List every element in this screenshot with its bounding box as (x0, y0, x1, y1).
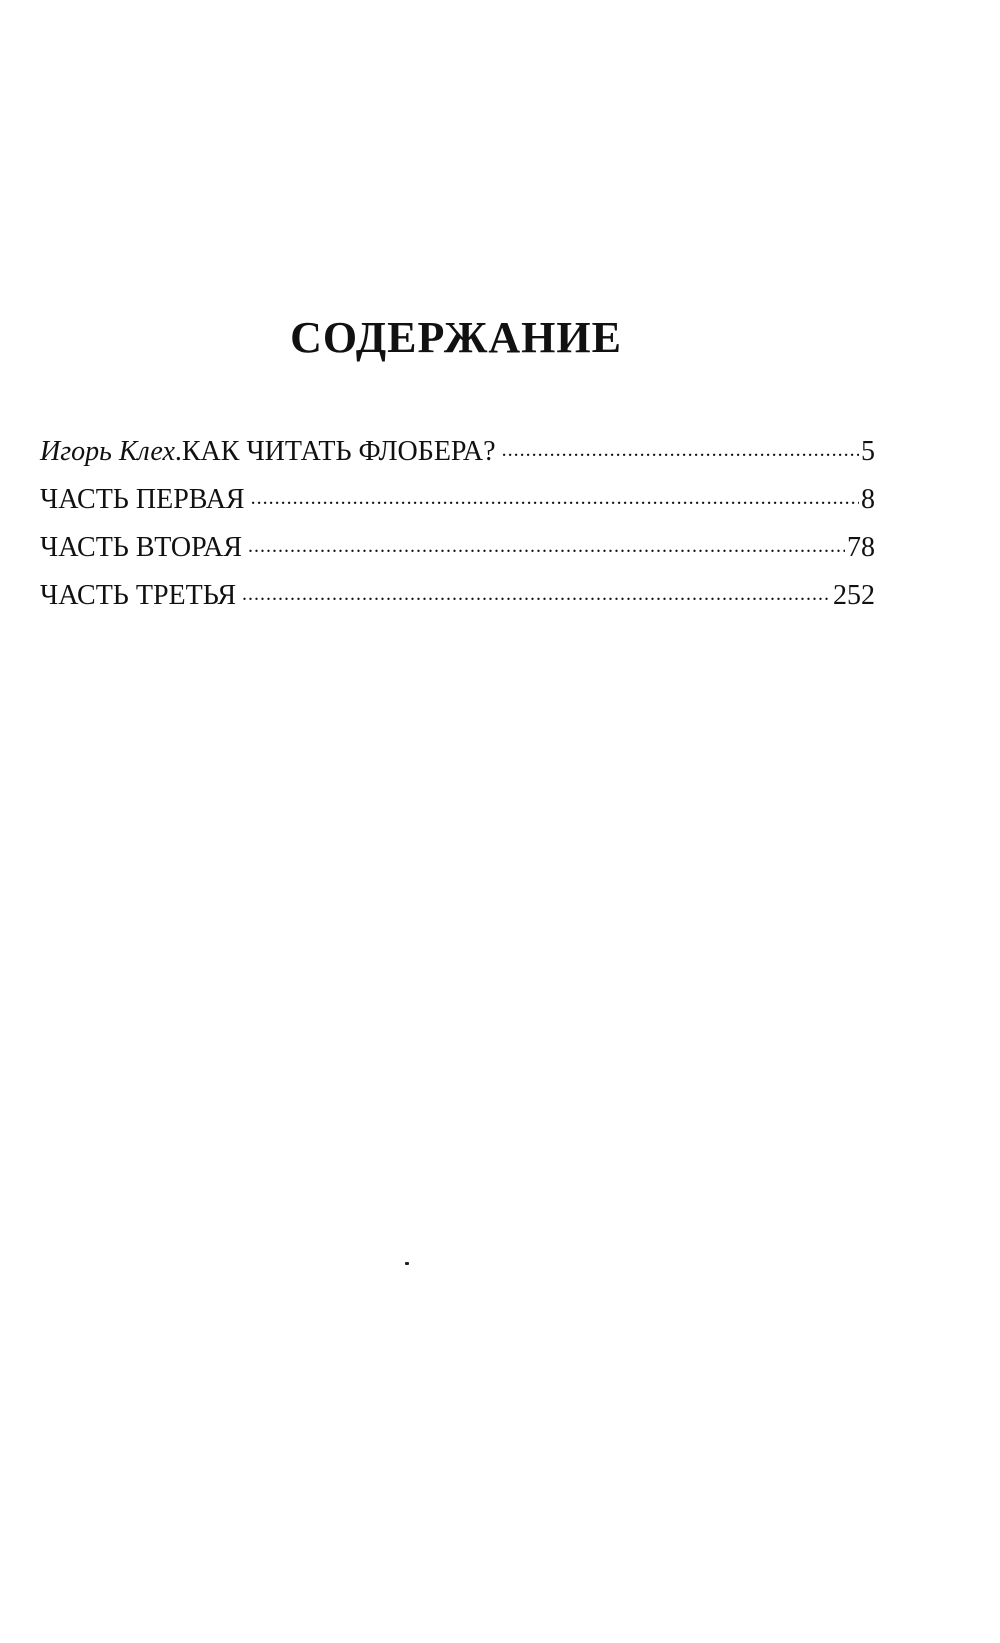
toc-entry-title: ЧАСТЬ ВТОРАЯ (40, 532, 243, 563)
toc-entry (40, 572, 875, 620)
toc-entry (40, 428, 875, 476)
toc-entry (40, 476, 875, 524)
toc-entry (40, 524, 875, 572)
dot-leader (242, 576, 831, 604)
toc-entry-author: Игорь Клех (40, 436, 175, 467)
table-of-contents (40, 428, 875, 620)
toc-entry-separator: . (174, 436, 182, 467)
dot-leader (251, 480, 859, 508)
toc-entry-page-number: 78 (847, 532, 875, 563)
toc-entry-page-number: 252 (833, 580, 875, 611)
toc-entry-title: ЧАСТЬ ТРЕТЬЯ (40, 580, 237, 611)
toc-entry-page-number: 5 (861, 436, 875, 467)
toc-entry-page-number: 8 (861, 484, 875, 515)
toc-entry-title: КАК ЧИТАТЬ ФЛОБЕРА? (181, 436, 496, 467)
toc-entry-title: ЧАСТЬ ПЕРВАЯ (40, 484, 245, 515)
table-of-contents-heading: СОДЕРЖАНИЕ (290, 313, 622, 362)
print-speck (405, 1262, 409, 1265)
dot-leader (248, 528, 845, 556)
dot-leader (502, 432, 859, 460)
